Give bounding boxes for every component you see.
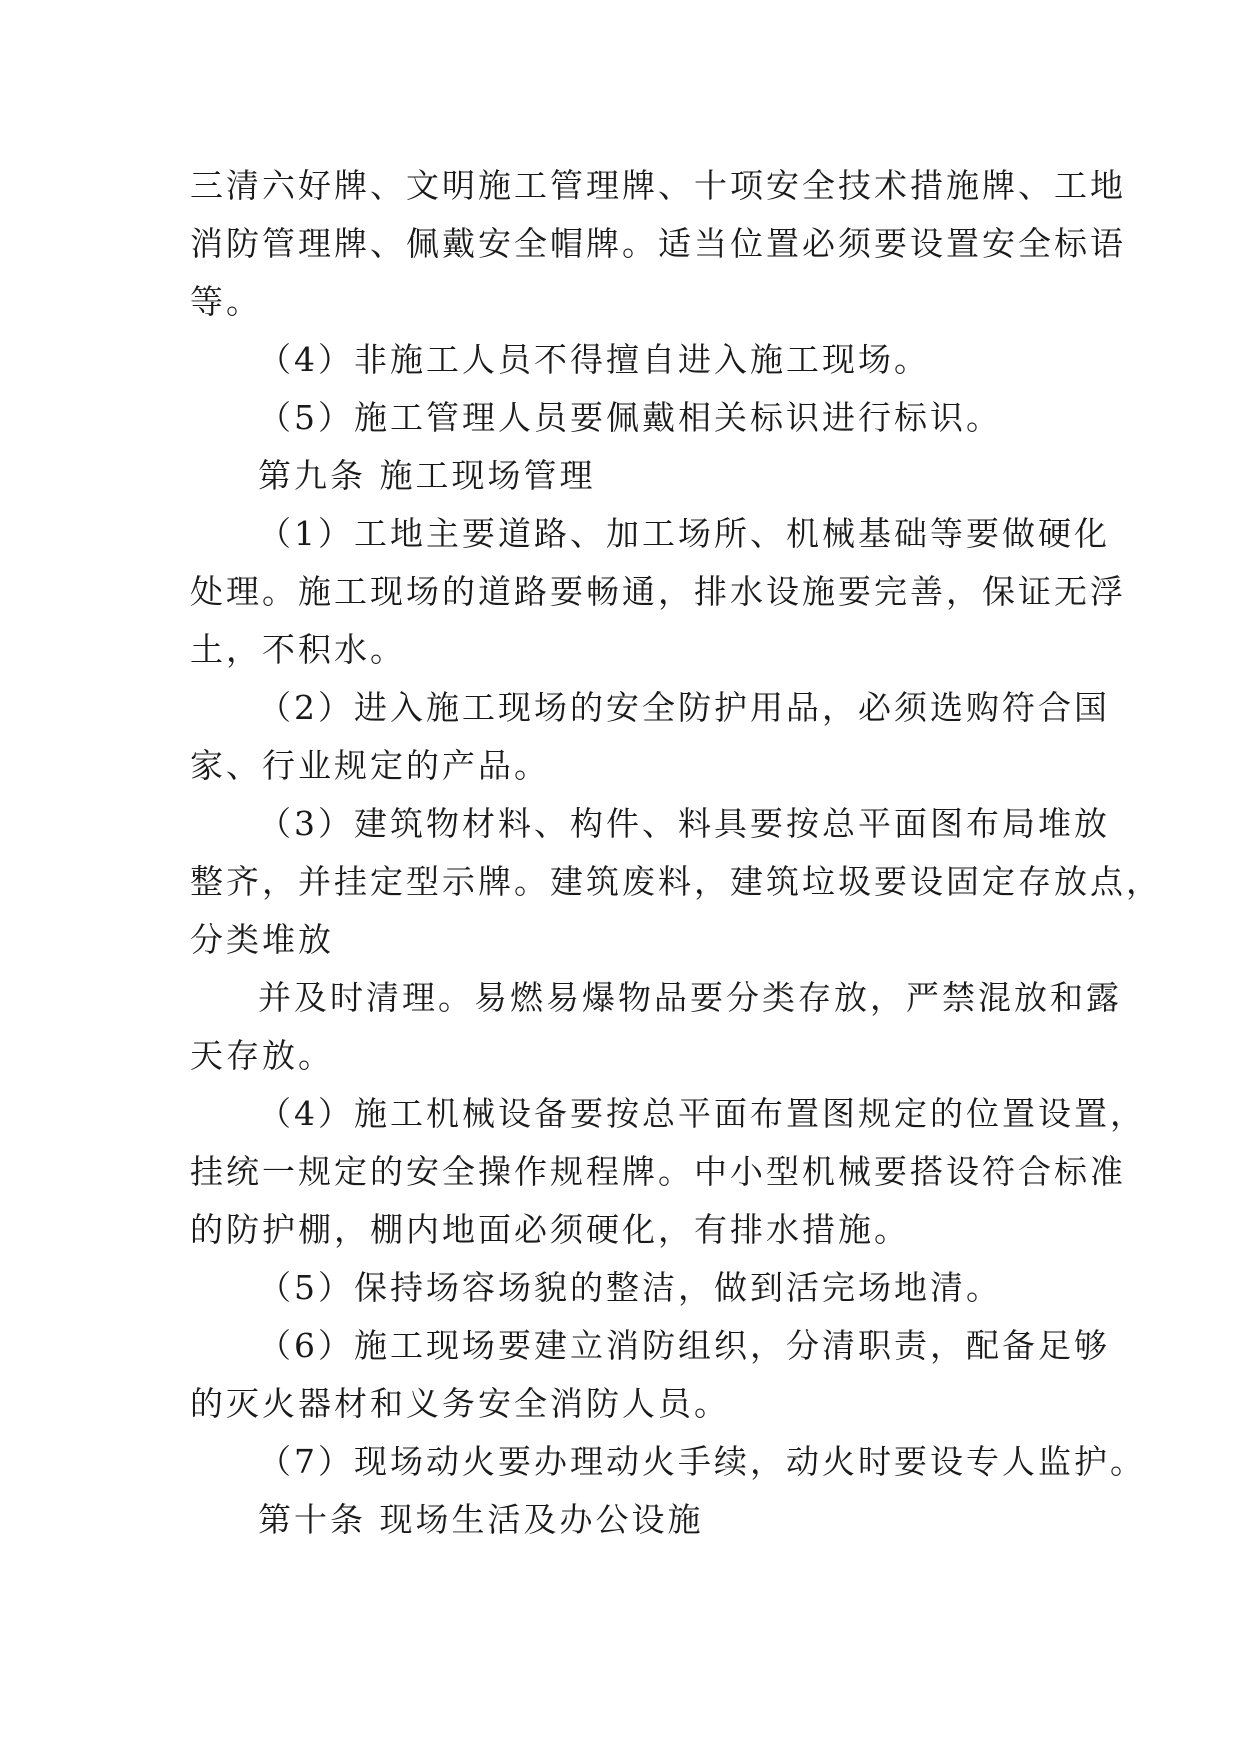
text-line: 消防管理牌、佩戴安全帽牌。适当位置必须要设置安全标语 xyxy=(190,224,1126,263)
text-line: （7）现场动火要办理动火手续，动火时要设专人监护。 xyxy=(258,1442,1146,1481)
section-heading-9: 第九条 施工现场管理 xyxy=(258,456,596,495)
section-heading-10: 第十条 现场生活及办公设施 xyxy=(258,1500,704,1539)
text-line: 天存放。 xyxy=(190,1036,334,1075)
text-line: 的灭火器材和义务安全消防人员。 xyxy=(190,1384,730,1423)
text-line: （5）施工管理人员要佩戴相关标识进行标识。 xyxy=(258,398,1002,437)
text-line: 三清六好牌、文明施工管理牌、十项安全技术措施牌、工地 xyxy=(190,166,1126,205)
text-line: 整齐，并挂定型示牌。建筑废料，建筑垃圾要设固定存放点， xyxy=(190,862,1162,901)
text-line: 分类堆放 xyxy=(190,920,334,959)
text-line: 并及时清理。易燃易爆物品要分类存放，严禁混放和露 xyxy=(258,978,1122,1017)
text-line: （6）施工现场要建立消防组织，分清职责，配备足够 xyxy=(258,1326,1110,1365)
text-line: （2）进入施工现场的安全防护用品，必须选购符合国 xyxy=(258,688,1110,727)
text-line: （1）工地主要道路、加工场所、机械基础等要做硬化 xyxy=(258,514,1110,553)
text-line: （3）建筑物材料、构件、料具要按总平面图布局堆放 xyxy=(258,804,1110,843)
text-line: 土，不积水。 xyxy=(190,630,406,669)
text-line: 挂统一规定的安全操作规程牌。中小型机械要搭设符合标准 xyxy=(190,1152,1126,1191)
text-line: 家、行业规定的产品。 xyxy=(190,746,550,785)
text-line: （5）保持场容场貌的整洁，做到活完场地清。 xyxy=(258,1268,1002,1307)
text-line: 处理。施工现场的道路要畅通，排水设施要完善，保证无浮 xyxy=(190,572,1126,611)
text-line: 的防护棚，棚内地面必须硬化，有排水措施。 xyxy=(190,1210,910,1249)
text-line: （4）施工机械设备要按总平面布置图规定的位置设置， xyxy=(258,1094,1146,1133)
text-line: 等。 xyxy=(190,282,262,321)
text-line: （4）非施工人员不得擅自进入施工现场。 xyxy=(258,340,930,379)
